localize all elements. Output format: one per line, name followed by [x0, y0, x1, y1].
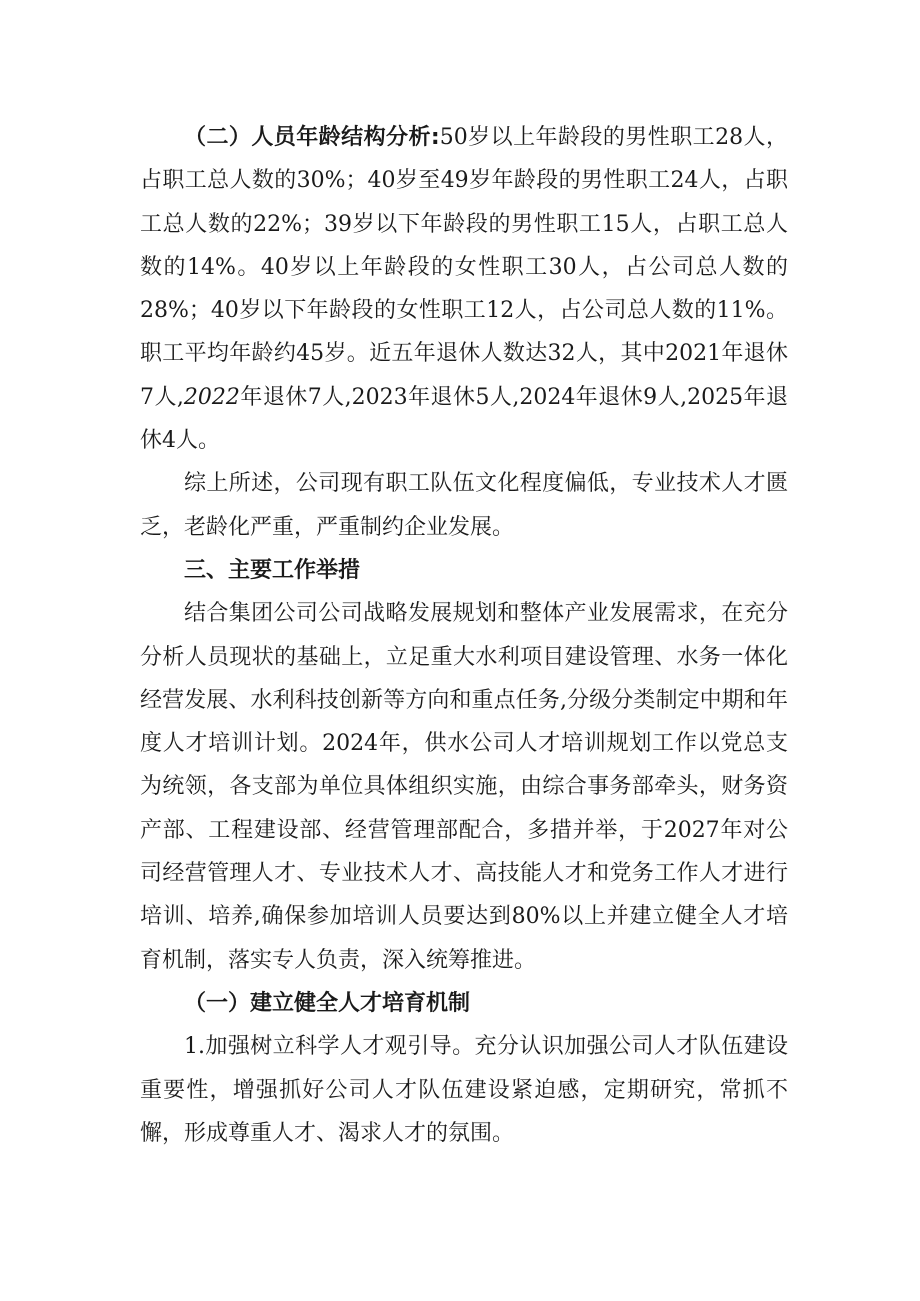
age-structure-italic-year: 2022 [183, 384, 240, 410]
age-structure-text-b: 年退休7人,2023年退休5人,2024年退休9人,2025年退休4人。 [140, 384, 788, 454]
age-structure-text-a: 50岁以上年龄段的男性职工28人，占职工总人数的30%；40岁至49岁年龄段的男性职工24人，占职工总人数的22%；39岁以下年龄段的男性职工15人，占职工总人数的14%。40岁以上年龄段的女性职工30人，占公司总人数的28%；40岁以下年龄段的女性职工12人，占公司总人数的11%。职工平均年龄约45岁。近五年退休人数达32人，其中2021年退休7人, [140, 125, 788, 410]
paragraph-measures: 结合集团公司公司战略发展规划和整体产业发展需求，在充分分析人员现状的基础上，立足重大水利项目建设管理、水务一体化经营发展、水利科技创新等方向和重点任务,分级分类制定中期和年度人才培训计划。2024年，供水公司人才培训规划工作以党总支为统领，各支部为单位具体组织实施，由综合事务部牵头，财务资产部、工程建设部、经营管理部配合，多措并举，于2027年对公司经营管理人才、专业技术人才、高技能人才和党务工作人才进行培训、培养,确保参加培训人员要达到80%以上并建立健全人才培育机制，落实专人负责，深入统筹推进。 [140, 601, 788, 973]
paragraph-summary: 综上所述，公司现有职工队伍文化程度偏低，专业技术人才匮乏，老龄化严重，严重制约企业发展。 [140, 471, 788, 540]
subsection-1-heading: （一）建立健全人才培育机制 [184, 990, 471, 1016]
age-structure-lead: （二）人员年龄结构分析: [184, 125, 440, 150]
document-body [140, 116, 788, 1155]
paragraph-age-structure [140, 116, 788, 462]
section-3-heading: 三、主要工作举措 [184, 557, 361, 583]
paragraph-item-1: 1.加强树立科学人才观引导。充分认识加强公司人才队伍建设重要性，增强抓好公司人才队伍建设紧迫感，定期研究，常抓不懈，形成尊重人才、渴求人才的氛围。 [140, 1034, 788, 1146]
